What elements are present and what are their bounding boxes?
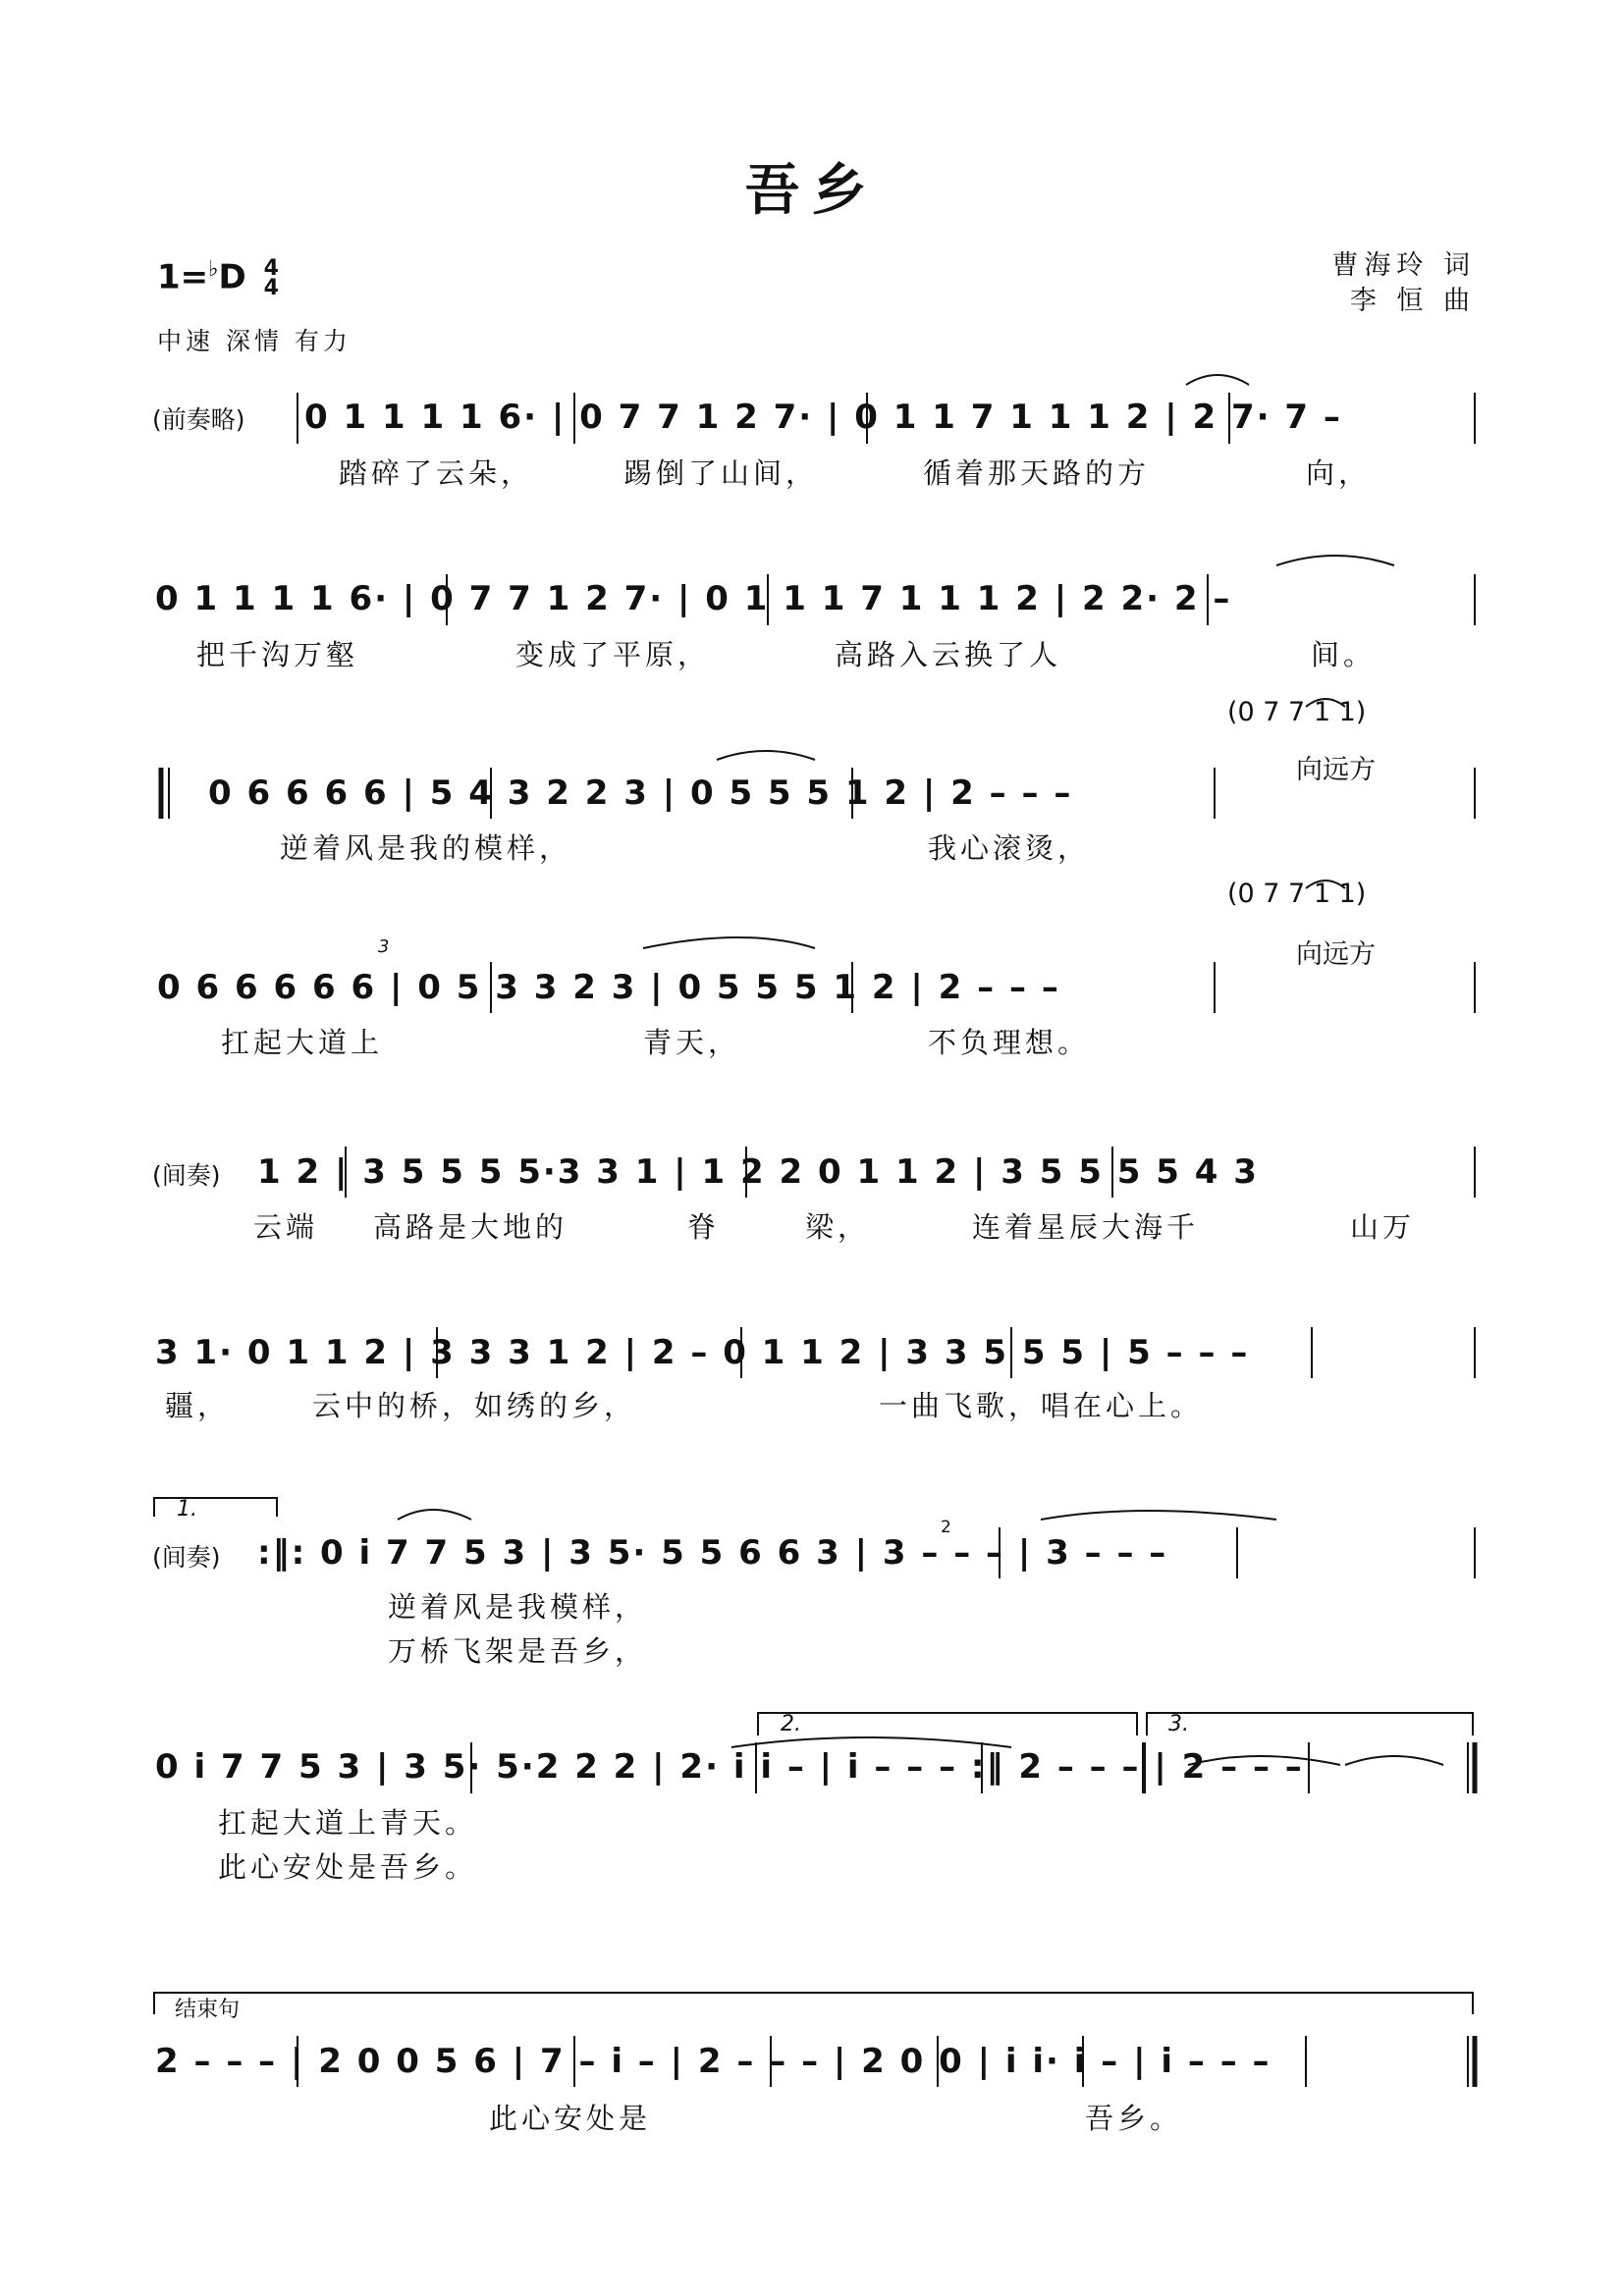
volta-2-label: 2.	[781, 1712, 801, 1736]
echo-notes: (0 7 7 1 1)	[1227, 697, 1367, 727]
notes-line-3: 0 6 6 6 6 | 5 4 3 2 2 3 | 0 5 5 5 1 2 | 2 – – –	[208, 774, 1073, 813]
interlude-label-2: (间奏)	[152, 1543, 221, 1572]
lyric: 高路入云换了人	[835, 638, 1062, 671]
tie	[643, 937, 815, 948]
lyric: 梁，	[805, 1210, 871, 1244]
notes-line-7: :‖: 0 i 7 7 5 3 | 3 5· 5 5 6 6 3 | 3 – – – | 3 – – –	[257, 1533, 1168, 1573]
coda-label: 结束句	[175, 1998, 241, 2022]
lyric: 逆着风是我的模样，	[280, 831, 572, 865]
lyric: 不负理想。	[928, 1026, 1091, 1059]
notes-line-1: 0 1 1 1 1 6· | 0 7 7 1 2 7· | 0 1 1 7 1 1 1 2 | 2 7· 7 –	[304, 398, 1342, 437]
lyric: 循着那天路的方	[923, 456, 1151, 490]
lyric: 变成了平原，	[515, 638, 711, 671]
lyric: 我心滚烫，	[928, 831, 1091, 865]
meter-top: 4	[263, 255, 279, 281]
flat-sign: ♭	[208, 257, 219, 282]
volta-1-label: 1.	[177, 1497, 197, 1522]
key-prefix: 1=	[157, 257, 209, 297]
prelude-label: (前奏略)	[152, 405, 245, 434]
notes-line-9: 2 – – – | 2 0 0 5 6 | 7 – i – | 2 – – – | 2 0 0 | i i· i – | i – – –	[155, 2042, 1271, 2081]
grace-note: 2	[941, 1518, 951, 1537]
lyric: 把千沟万壑	[196, 638, 359, 671]
tie	[1345, 1756, 1443, 1765]
lyric: 间。	[1311, 638, 1377, 671]
lyric: 高路是大地的	[373, 1210, 568, 1244]
lyric: 吾乡。	[1085, 2102, 1183, 2135]
tie	[717, 751, 815, 760]
lyric: 万桥飞架是吾乡，	[388, 1634, 648, 1668]
tie	[398, 1510, 471, 1520]
coda-bracket	[154, 1993, 1473, 2014]
lyric: 此心安处是吾乡。	[218, 1850, 478, 1884]
lyric: 扛起大道上	[221, 1026, 384, 1059]
lyric: 一曲飞歌，唱在心上。	[879, 1389, 1204, 1422]
lyric: 逆着风是我模样，	[388, 1590, 648, 1624]
tie	[731, 1737, 1011, 1747]
song-title: 吾乡	[744, 158, 879, 223]
lyric: 云端	[253, 1210, 319, 1244]
tie	[1276, 556, 1394, 565]
lyricist-credit: 曹海玲 词	[1331, 250, 1476, 281]
lyric: 云中的桥，如绣的乡，	[312, 1389, 637, 1422]
volta-2-bracket	[758, 1713, 1137, 1735]
volta-1-bracket	[154, 1498, 277, 1517]
tie	[1186, 375, 1249, 385]
key-note: D	[218, 257, 246, 297]
lyric: 此心安处是	[489, 2102, 652, 2135]
echo-notes: (0 7 7 1 1)	[1227, 879, 1367, 909]
notes-line-4: 0 6 6 6 6 6 | 0 5 3 3 2 3 | 0 5 5 5 1 2 | 2 – – –	[157, 968, 1060, 1007]
meter-bottom: 4	[263, 275, 279, 300]
lyric: 踏碎了云朵，	[339, 456, 534, 490]
interlude-label: (间奏)	[152, 1161, 221, 1190]
notes-line-5: 1 2 | 3 5 5 5 5·3 3 1 | 1 2 2 0 1 1 2 | 3 5 5 5 5 4 3	[257, 1152, 1259, 1192]
volta-3-bracket	[1147, 1713, 1473, 1735]
notes-line-6: 3 1· 0 1 1 2 | 3 3 3 1 2 | 2 – 0 1 1 2 | 3 3 5 5 5 | 5 – – –	[155, 1333, 1250, 1372]
lyric: 扛起大道上青天。	[218, 1806, 478, 1840]
lyric: 向，	[1306, 456, 1372, 490]
notes-line-2: 0 1 1 1 1 6· | 0 7 7 1 2 7· | 0 1 1 1 7 1 1 1 2 | 2 2· 2 –	[155, 579, 1232, 618]
lyric: 脊	[687, 1210, 721, 1244]
tempo-marking: 中速 深情 有力	[157, 327, 352, 355]
echo-lyrics: 向远方	[1296, 939, 1376, 970]
tie	[1041, 1511, 1276, 1520]
lyric: 疆，	[165, 1389, 231, 1422]
volta-3-label: 3.	[1168, 1712, 1189, 1736]
lyric: 山万	[1350, 1210, 1416, 1244]
lyric: 踢倒了山间，	[623, 456, 819, 490]
lyric: 青天，	[643, 1026, 741, 1059]
echo-lyrics: 向远方	[1296, 755, 1376, 785]
notes-line-8: 0 i 7 7 5 3 | 3 5· 5·2 2 2 | 2· i i – | i – – – :‖ 2 – – – | 2 – – –	[155, 1747, 1304, 1787]
composer-credit: 李 恒 曲	[1349, 286, 1476, 316]
triplet-mark: 3	[378, 936, 390, 957]
lyric: 连着星辰大海千	[972, 1210, 1200, 1244]
